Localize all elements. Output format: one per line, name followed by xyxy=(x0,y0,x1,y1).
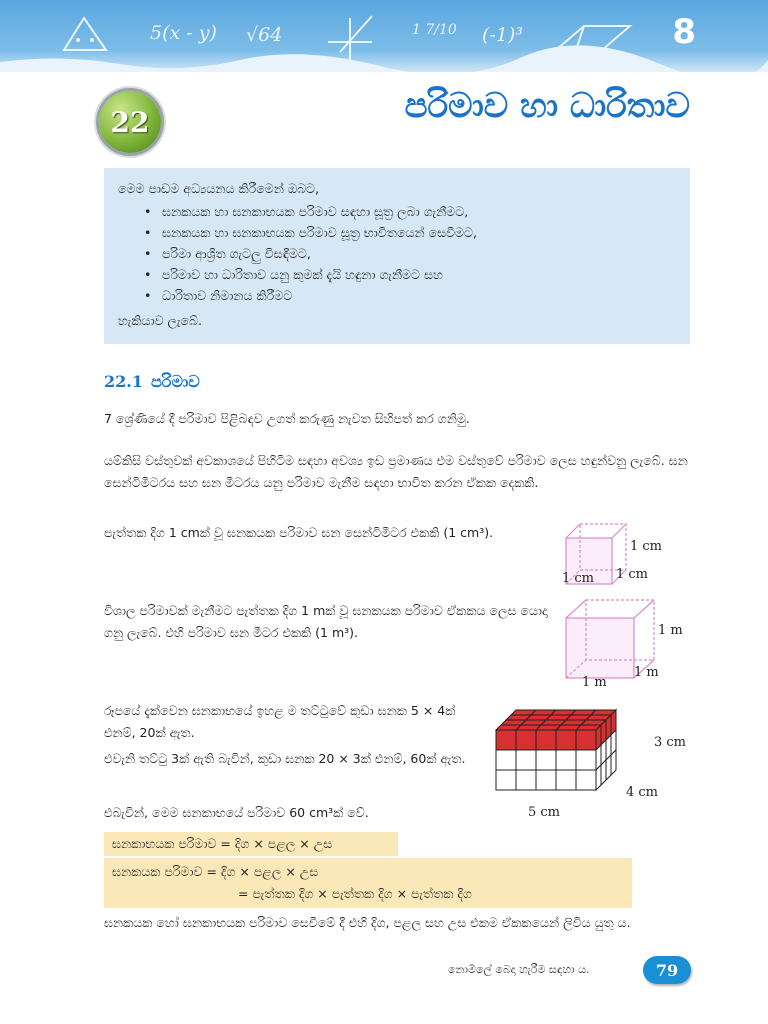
cube-height-label: 1 cm xyxy=(630,539,663,554)
objectives-list xyxy=(118,201,676,306)
objectives-intro: මෙම පාඩම අධ්‍යයනය කිරීමෙන් ඔබට, xyxy=(118,181,320,196)
section-number: 22.1 xyxy=(104,372,143,391)
list-item: • ඝනකයක හා ඝනකාභයක පරිමාව සඳහා සූත්‍ර ලබා ගැනීමට, xyxy=(162,201,676,222)
paragraph-units-note: ඝනකයක හෝ ඝනකාභයක පරිමාව සෙවීමේ දී එහි දිග, පළල සහ උස එකම ඒකකයෙන් ලිවිය යුතු ය. xyxy=(104,915,631,930)
paragraph-recall: 7 ශ්‍රේණියේ දී පරිමාව පිළිබඳව උගත් කරුණු නැවත සිහිපත් කර ගනිමු. xyxy=(104,411,470,426)
list-item: • ඝනකයක හා ඝනකාභයක පරිමාව සූත්‍ර භාවිතයෙන් සෙවීමට, xyxy=(162,222,676,243)
unit-cube-face xyxy=(601,760,606,785)
list-item: • පරිමාව හා ධාරිතාව යනු කුමක් දැයි හඳුනා ගැනීමට සහ xyxy=(162,264,676,285)
banner-symbol: 1 7/10 xyxy=(412,22,457,38)
unit-cube-face xyxy=(556,730,576,750)
large-cube-figure xyxy=(558,596,688,688)
unit-cube-face xyxy=(606,755,611,780)
unit-cube-face xyxy=(496,730,516,750)
unit-cube-face xyxy=(536,770,556,790)
objectives-outro: හැකියාව ලැබේ. xyxy=(118,313,202,328)
cuboid-volume-formula: ඝනකාභයක පරිමාව = දිග × පළල × උස xyxy=(104,832,398,856)
cube-length-label: 1 m xyxy=(582,675,607,688)
banner-decoration xyxy=(0,0,768,72)
page-number: 79 xyxy=(643,956,691,984)
banner-symbol: √64 xyxy=(246,24,283,46)
triangle-icon xyxy=(64,18,106,50)
footer-note: නොමිලේ බෙදා හැරීම සඳහා ය. xyxy=(448,963,590,976)
section-title: පරිමාව xyxy=(150,372,200,391)
section-heading xyxy=(104,372,200,392)
unit-cube-face xyxy=(556,770,576,790)
list-item: • පරිමා ආශ්‍රිත ගැටලු විසඳීමට, xyxy=(162,243,676,264)
unit-cube-face xyxy=(556,750,576,770)
cuboid-height-label: 3 cm xyxy=(654,735,687,750)
unit-cube-face xyxy=(611,750,616,775)
unit-cube-face xyxy=(516,730,536,750)
unit-cube-face xyxy=(596,765,601,790)
cuboid-width-label: 4 cm xyxy=(626,785,659,800)
banner-symbol: 5(x - y) xyxy=(150,22,217,44)
unit-cube-face xyxy=(496,770,516,790)
cube-width-label: 1 m xyxy=(634,665,659,680)
unit-cube-face xyxy=(536,730,556,750)
paragraph-top-layer: රූපයේ දැක්වෙන ඝනකාභයේ ඉහළ ම තට්ටුවේ කුඩා ඝනක 5 × 4ක් එනම්, 20ක් ඇත. xyxy=(104,703,456,740)
paragraph-cubic-m: විශාල පරිමාවක් මැනීමට පැත්තක දිග 1 mක් වූ ඝනකයක පරිමාව ඒකකය ලෙස යොදා ගනු ලැබේ. එහි පරිමාව ඝන මීටර එකකි (1 m³). xyxy=(104,603,548,640)
unit-cube-face xyxy=(516,750,536,770)
unit-cube-face xyxy=(516,770,536,790)
paragraph-definition: යම්කිසි වස්තුවක් අවකාශයේ පිහිටීම සඳහා අවශ්‍ය ඉඩ ප්‍රමාණය එම වස්තුවේ පරිමාව ලෙස හඳුන්වනු ලැබේ. ඝන සෙන්ටිමීටරය සහ ඝන මීටරය යනු පරිමාව මැනීම සඳහා භාවිත කරන ඒකක දෙකකි. xyxy=(104,453,688,490)
unit-cube-face xyxy=(496,750,516,770)
paragraph-cubic-cm: පැත්තක දිග 1 cmක් වූ ඝනකයක පරිමාව ඝන සෙන්ටිමීටර එකකි (1 cm³). xyxy=(104,525,494,540)
paragraph-result: එබැවින්, මෙම ඝනකාභයේ පරිමාව 60 cm³ක් වේ. xyxy=(104,805,369,820)
cube-length-label: 1 cm xyxy=(562,571,595,586)
banner-symbol: (-1)³ xyxy=(482,24,523,46)
unit-cube-face xyxy=(536,750,556,770)
formula-line: ඝනකයක පරිමාව = දිග × පළල × උස xyxy=(112,864,319,879)
cuboid-length-label: 5 cm xyxy=(528,805,561,820)
unit-cube-face xyxy=(576,750,596,770)
cube-volume-formula xyxy=(104,858,632,908)
header-banner xyxy=(0,0,768,72)
objectives-box xyxy=(104,168,690,344)
paragraph-layers: එවැනි තට්ටු 3ක් ඇති බැවින්, කුඩා ඝනක 20 × 3ක් එනම්, 60ක් ඇත. xyxy=(104,751,466,766)
cube-height-label: 1 m xyxy=(658,623,683,638)
list-item: • ධාරිතාව නිමානය කිරීමට xyxy=(162,285,676,306)
grade-number: 8 xyxy=(672,12,696,52)
chapter-number-badge: 22 xyxy=(99,91,161,153)
formula-line: = පැත්තක දිග × පැත්තක දිග × පැත්තක දිග xyxy=(238,886,472,901)
unit-cube-face xyxy=(576,730,596,750)
chapter-title: පරිමාව හා ධාරිතාව xyxy=(404,86,690,126)
unit-cube-face xyxy=(576,770,596,790)
cuboid-figure xyxy=(486,702,696,822)
cube-width-label: 1 cm xyxy=(616,567,649,582)
small-cube-figure xyxy=(558,518,678,588)
